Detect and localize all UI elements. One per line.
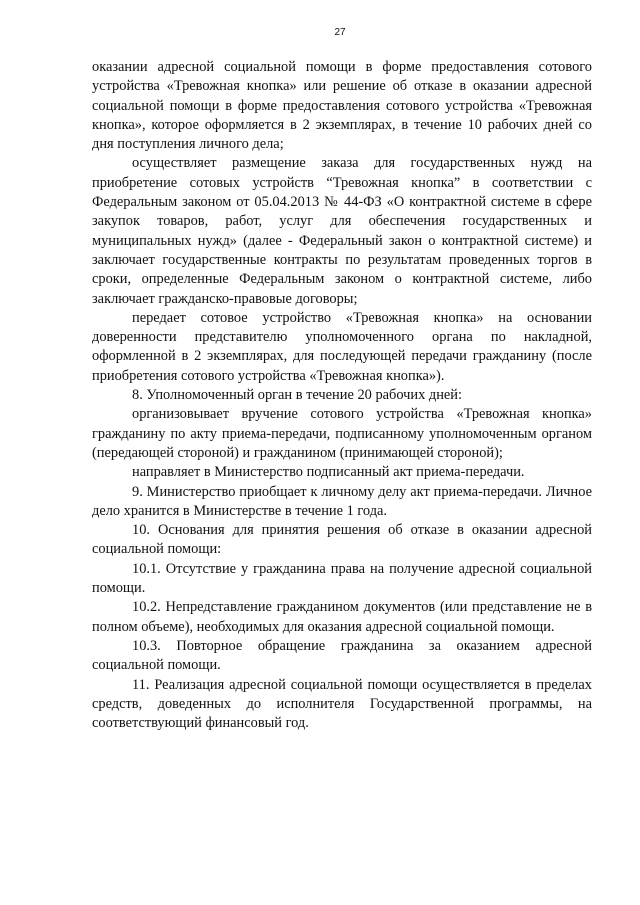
paragraph-delivery-organization: организовывает вручение сотового устройства «Тревожная кнопка» гражданину по акту приема-передачи, подписанному уполномоченным органом (передающей стороной) и гражданином (принимающей стороной); — [92, 406, 592, 461]
paragraph-order-placement: осуществляет размещение заказа для государственных нужд на приобретение сотовых устройств “Тревожная кнопка” в соответствии с Федеральным законом от 05.04.2013 № 44-ФЗ «О контрактной системе в сфере закупок товаров, работ, услуг для обеспечения государственных и муниципальных нужд» (далее - Федеральный закон о контрактной системе) и заключает государственные контракты по результатам проведенных торгов в сроки, определенные Федеральным законом о контрактной системе, либо заключает гражданско-правовые договоры; — [92, 155, 592, 307]
paragraph-item-8: 8. Уполномоченный орган в течение 20 рабочих дней: — [132, 387, 463, 404]
paragraph-item-10-2: 10.2. Непредставление гражданином документов (или представление не в полном объеме), необходимых для оказания адресной социальной помощи. — [92, 599, 592, 635]
page-number: 27 — [334, 27, 346, 38]
paragraph-item-10-3: 10.3. Повторное обращение гражданина за оказанием адресной социальной помощи. — [92, 637, 592, 674]
paragraph-act-sending: направляет в Министерство подписанный акт приема-передачи. — [132, 464, 525, 481]
paragraph-continuation: оказании адресной социальной помощи в форме предоставления сотового устройства «Тревожная кнопка» или решение об отказе в оказании адресной социальной помощи в форме предоставления сотового устройства «Тревожная кнопка», которое оформляется в 2 экземплярах, в течение 10 рабочих дней со дня поступления личного дела; — [92, 59, 592, 153]
paragraph-item-9: 9. Министерство приобщает к личному делу акт приема-передачи. Личное дело хранится в Министерстве в течение 1 года. — [92, 483, 592, 519]
paragraph-device-transfer: передает сотовое устройство «Тревожная кнопка» на основании доверенности представителю уполномоченного органа по накладной, оформленной в 2 экземплярах, для последующей передачи гражданину (после приобретения сотового устройства «Тревожная кнопка»). — [92, 309, 592, 384]
document-body — [92, 58, 592, 733]
paragraph-item-11: 11. Реализация адресной социальной помощи осуществляется в пределах средств, доведенных до исполнителя Государственной программы, на соответствующий финансовый год. — [92, 676, 592, 732]
paragraph-item-10-1: 10.1. Отсутствие у гражданина права на получение адресной социальной помощи. — [92, 560, 592, 597]
paragraph-item-10: 10. Основания для принятия решения об отказе в оказании адресной социальной помощи: — [92, 522, 592, 558]
